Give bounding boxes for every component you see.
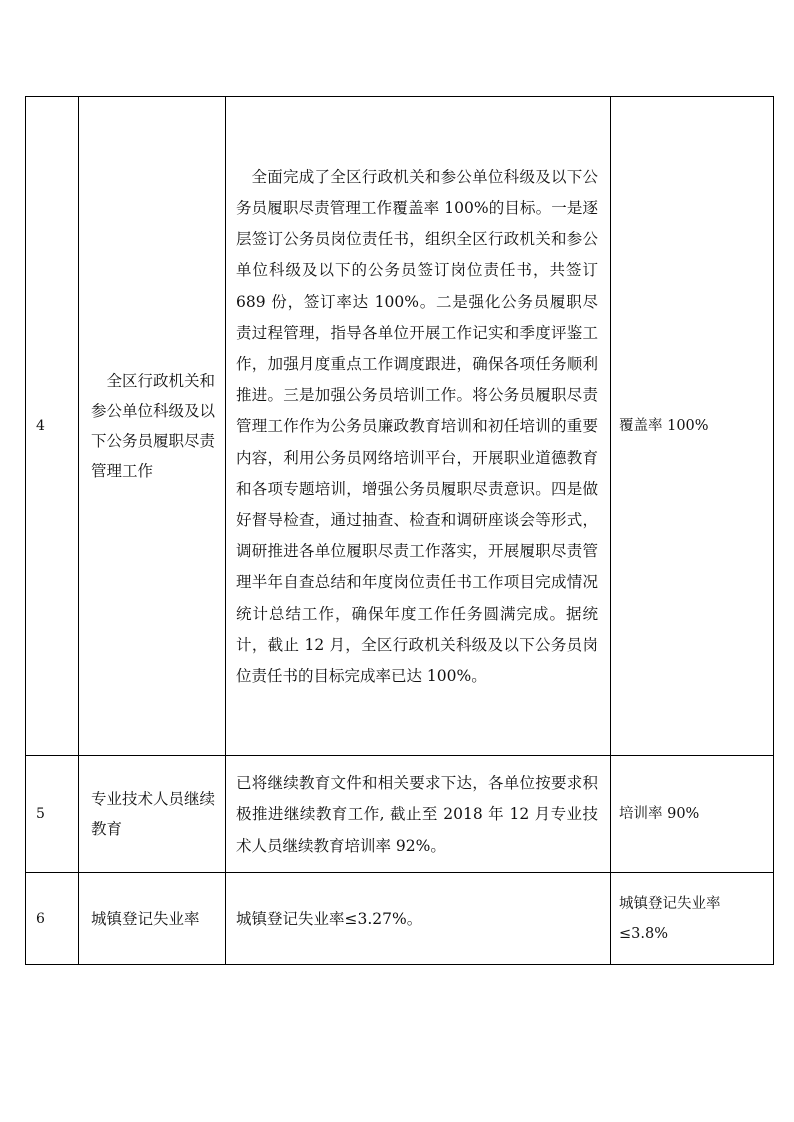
item-name: 专业技术人员继续教育 [79,756,226,873]
item-name: 全区行政机关和参公单位科级及以下公务员履职尽责管理工作 [79,97,226,756]
item-target: 培训率 90% [611,756,774,873]
row-number: 5 [26,756,79,873]
work-summary-table [25,96,774,965]
table-row [26,756,774,873]
item-target: 城镇登记失业率≤3.8% [611,873,774,965]
item-detail: 已将继续教育文件和相关要求下达，各单位按要求积极推进继续教育工作, 截止至 2018 年 12 月专业技术人员继续教育培训率 92%。 [226,756,611,873]
item-name: 城镇登记失业率 [79,873,226,965]
item-detail: 城镇登记失业率≤3.27%。 [226,873,611,965]
table-row [26,97,774,756]
row-number: 6 [26,873,79,965]
row-number: 4 [26,97,79,756]
item-target: 覆盖率 100% [611,97,774,756]
table-row [26,873,774,965]
item-detail: 全面完成了全区行政机关和参公单位科级及以下公务员履职尽责管理工作覆盖率 100%的目标。一是逐层签订公务员岗位责任书，组织全区行政机关和参公单位科级及以下的公务员签订岗位责任书，共签订 689 份，签订率达 100%。二是强化公务员履职尽责过程管理，指导各单位开展工作记实和季度评鉴工作，加强月度重点工作调度跟进，确保各项任务顺利推进。三是加强公务员培训工作。将公务员履职尽责管理工作作为公务员廉政教育培训和初任培训的重要内容，利用公务员网络培训平台，开展职业道德教育和各项专题培训，增强公务员履职尽责意识。四是做好督导检查，通过抽查、检查和调研座谈会等形式，调研推进各单位履职尽责工作落实，开展履职尽责管理半年自查总结和年度岗位责任书工作项目完成情况统计总结工作，确保年度工作任务圆满完成。据统计，截止 12 月，全区行政机关科级及以下公务员岗位责任书的目标完成率已达 100%。 [226,97,611,756]
